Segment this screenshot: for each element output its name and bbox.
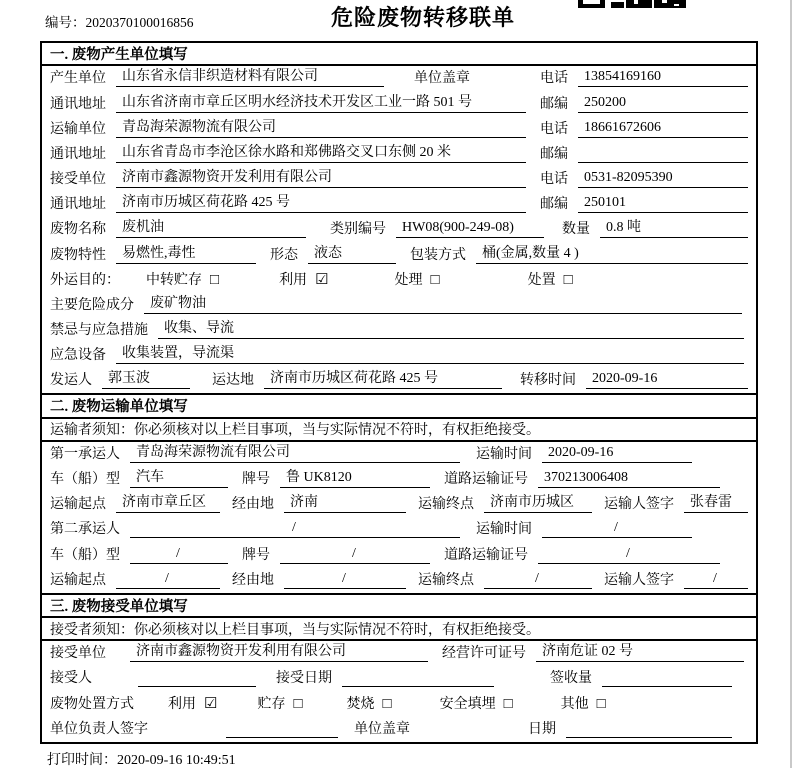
carrier2-value: / [130, 520, 460, 538]
carrier1-value: 青岛海荣源物流有限公司 [130, 442, 460, 463]
hazard-components-value: 废矿物油 [144, 293, 742, 314]
second-vehicle-row [42, 542, 756, 567]
waste-name-label: 废物名称 [50, 222, 106, 238]
disposal-utilize-checkbox: ☑ [204, 695, 218, 712]
clipped-text-fragment [578, 0, 688, 8]
purpose-label: 外运目的： [50, 272, 120, 288]
transfer-time-label: 转移时间 [520, 373, 576, 389]
waste-character-label: 废物特性 [50, 247, 106, 263]
emergency-equipment-label: 应急设备 [50, 348, 106, 364]
receiving-person-row [42, 666, 756, 691]
license-label: 经营许可证号 [442, 646, 526, 662]
via1-label: 经由地 [232, 497, 274, 513]
carrier2-label: 第二承运人 [50, 522, 120, 538]
time1-label: 运输时间 [476, 446, 532, 462]
disposal-option-landfill [440, 693, 513, 713]
receiving-person-value [138, 685, 256, 687]
utilize-checkbox: ☑ [315, 271, 329, 288]
road-permit2-label: 道路运输证号 [444, 547, 528, 563]
transporter-notice: 运输者须知：你必须核对以上栏目事项，当与实际情况不符时，有权拒绝接受。 [42, 419, 756, 442]
via2-value: / [284, 571, 406, 589]
phone3-value: 0531-82095390 [578, 170, 748, 188]
time1-value: 2020-09-16 [542, 445, 692, 463]
destination-label: 运达地 [212, 373, 254, 389]
purpose-option-dispose [528, 269, 573, 289]
zip3-label: 邮编 [540, 197, 568, 213]
packing-label: 包装方式 [410, 247, 466, 263]
shipper-value: 郭玉波 [102, 368, 190, 389]
phone1-label: 电话 [540, 71, 568, 87]
addr1-value: 山东省济南市章丘区明水经济技术开发区工业一路 501 号 [116, 91, 526, 112]
origin2-label: 运输起点 [50, 572, 106, 588]
waste-name-row [42, 217, 756, 242]
zip2-value [578, 161, 748, 163]
plate2-label: 牌号 [242, 547, 270, 563]
waste-name-value: 废机油 [116, 217, 306, 238]
taboo-measures-value: 收集、导流 [158, 318, 744, 339]
receiving-date-value [342, 685, 494, 687]
transporter-row [42, 117, 756, 142]
first-vehicle-row [42, 467, 756, 492]
category-code-value: HW08(900-249-08) [396, 220, 544, 238]
disposal-incinerate-checkbox: □ [382, 695, 392, 712]
print-time-value: 2020-09-16 10:49:51 [117, 753, 236, 768]
road-permit2-value: / [538, 546, 720, 564]
second-carrier-row [42, 517, 756, 542]
section1-header: 一. 废物产生单位填写 [42, 43, 756, 66]
shipper-label: 发运人 [50, 373, 92, 389]
carrier-sign2-label: 运输人签字 [604, 572, 674, 588]
form-value: 液态 [308, 242, 396, 263]
receiver-address-row [42, 192, 756, 217]
taboo-measures-row [42, 318, 756, 343]
receiving-unit-value: 济南市鑫源物资开发利用有限公司 [130, 641, 428, 662]
transfer-storage-checkbox: □ [210, 271, 220, 288]
disposal-option-incinerate [347, 693, 392, 713]
serial-value: 2020370100016856 [85, 15, 194, 30]
receiving-unit-row [42, 641, 756, 666]
signed-amount-value [602, 685, 732, 687]
waste-character-value: 易燃性,毒性 [116, 242, 256, 263]
hazard-components-label: 主要危险成分 [50, 297, 134, 313]
carrier1-label: 第一承运人 [50, 446, 120, 462]
emergency-equipment-row [42, 343, 756, 368]
via1-value: 济南 [284, 492, 406, 513]
disposal-method-label: 废物处置方式 [50, 696, 134, 712]
date2-value [566, 736, 732, 738]
option-label: 处理 [394, 272, 423, 288]
purpose-option-treat [395, 269, 440, 289]
print-time-label: 打印时间： [47, 753, 117, 768]
option-label: 安全填埋 [439, 696, 496, 712]
option-label: 贮存 [257, 696, 286, 712]
origin1-label: 运输起点 [50, 497, 106, 513]
transporter-value: 青岛海荣源物流有限公司 [116, 117, 526, 138]
option-label: 利用 [168, 696, 196, 712]
purpose-option-utilize [279, 269, 328, 289]
unit-seal-label: 单位盖章 [414, 71, 470, 87]
origin1-value: 济南市章丘区 [116, 492, 220, 513]
signed-amount-label: 签收量 [550, 671, 592, 687]
date2-label: 日期 [528, 721, 556, 737]
receiver-value: 济南市鑫源物资开发利用有限公司 [116, 167, 526, 188]
producer-label: 产生单位 [50, 71, 106, 87]
receiver-label: 接受单位 [50, 172, 106, 188]
addr3-value: 济南市历城区荷花路 425 号 [116, 192, 526, 213]
packing-value: 桶(金属,数量 4 ) [476, 242, 748, 263]
addr2-value: 山东省青岛市李沧区徐水路和郑佛路交叉口东侧 20 米 [116, 142, 526, 163]
vehicle1-label: 车（船）型 [50, 472, 120, 488]
second-route-row [42, 568, 756, 593]
time2-value: / [542, 520, 692, 538]
unit-signature-row [42, 717, 756, 742]
option-label: 其他 [560, 696, 589, 712]
transfer-time-value: 2020-09-16 [586, 371, 748, 389]
phone2-label: 电话 [540, 121, 568, 137]
receiving-person-label: 接受人 [50, 671, 92, 687]
hazard-components-row [42, 293, 756, 318]
addr1-label: 通讯地址 [50, 96, 106, 112]
purpose-row [42, 268, 756, 293]
addr2-label: 通讯地址 [50, 146, 106, 162]
endpoint2-value: / [484, 571, 592, 589]
disposal-other-checkbox: □ [596, 695, 606, 712]
plate1-value: 鲁 UK8120 [280, 467, 430, 488]
origin2-value: / [116, 571, 220, 589]
time2-label: 运输时间 [476, 522, 532, 538]
carrier-sign2-value: / [684, 571, 748, 589]
plate1-label: 牌号 [242, 472, 270, 488]
manifest-table [40, 41, 758, 744]
transporter-address-row [42, 142, 756, 167]
addr3-label: 通讯地址 [50, 197, 106, 213]
unit-signature-value [226, 736, 338, 738]
license-value: 济南危证 02 号 [536, 641, 744, 662]
option-label: 利用 [279, 272, 308, 288]
phone3-label: 电话 [540, 172, 568, 188]
dispose-checkbox: □ [563, 271, 573, 288]
plate2-value: / [280, 546, 430, 564]
first-route-row [42, 492, 756, 517]
waste-character-row [42, 242, 756, 267]
transporter-label: 运输单位 [50, 121, 106, 137]
section3-header: 三. 废物接受单位填写 [42, 593, 756, 618]
emergency-equipment-value: 收集装置，导流渠 [116, 343, 744, 364]
vehicle2-label: 车（船）型 [50, 547, 120, 563]
page-edge-line [790, 0, 792, 768]
phone1-value: 13854169160 [578, 69, 748, 87]
disposal-option-store [257, 693, 302, 713]
zip1-value: 250200 [578, 95, 748, 113]
unit-signature-label: 单位负责人签字 [50, 721, 148, 737]
receiver-notice: 接受者须知：你必须核对以上栏目事项，当与实际情况不符时，有权拒绝接受。 [42, 618, 756, 641]
endpoint2-label: 运输终点 [418, 572, 474, 588]
producer-address-row [42, 91, 756, 116]
first-carrier-row [42, 442, 756, 467]
page-title: 危险废物转移联单 [331, 5, 516, 30]
option-label: 中转贮存 [146, 272, 202, 288]
zip1-label: 邮编 [540, 96, 568, 112]
taboo-measures-label: 禁忌与应急措施 [50, 323, 148, 339]
producer-value: 山东省永信非织造材料有限公司 [116, 66, 384, 87]
unit-seal2-label: 单位盖章 [354, 721, 410, 737]
road-permit1-value: 370213006408 [538, 470, 720, 488]
quantity-label: 数量 [562, 222, 590, 238]
print-time [47, 749, 236, 768]
zip2-label: 邮编 [540, 146, 568, 162]
quantity-value: 0.8 吨 [600, 217, 748, 238]
endpoint1-value: 济南市历城区 [484, 492, 592, 513]
disposal-landfill-checkbox: □ [503, 695, 513, 712]
zip3-value: 250101 [578, 195, 748, 213]
disposal-option-utilize [168, 693, 217, 713]
receiver-row [42, 167, 756, 192]
form-label: 形态 [270, 247, 298, 263]
disposal-store-checkbox: □ [293, 695, 303, 712]
receiving-date-label: 接受日期 [276, 671, 332, 687]
option-label: 焚烧 [346, 696, 375, 712]
phone2-value: 18661672606 [578, 120, 748, 138]
road-permit1-label: 道路运输证号 [444, 472, 528, 488]
serial-label: 编号： [45, 15, 86, 30]
carrier-sign1-label: 运输人签字 [604, 497, 674, 513]
treat-checkbox: □ [430, 271, 440, 288]
receiving-unit-label: 接受单位 [50, 646, 106, 662]
carrier-sign1-value: 张春雷 [684, 492, 748, 513]
disposal-option-other [561, 693, 606, 713]
serial-number [45, 11, 194, 31]
disposal-method-row [42, 691, 756, 716]
producer-row [42, 66, 756, 91]
shipper-row [42, 368, 756, 393]
section2-header: 二. 废物运输单位填写 [42, 393, 756, 418]
vehicle2-value: / [130, 546, 228, 564]
option-label: 处置 [527, 272, 556, 288]
vehicle1-value: 汽车 [130, 467, 228, 488]
purpose-option-transfer-storage [146, 269, 219, 289]
via2-label: 经由地 [232, 572, 274, 588]
category-code-label: 类别编号 [330, 222, 386, 238]
destination-value: 济南市历城区荷花路 425 号 [264, 368, 502, 389]
endpoint1-label: 运输终点 [418, 497, 474, 513]
